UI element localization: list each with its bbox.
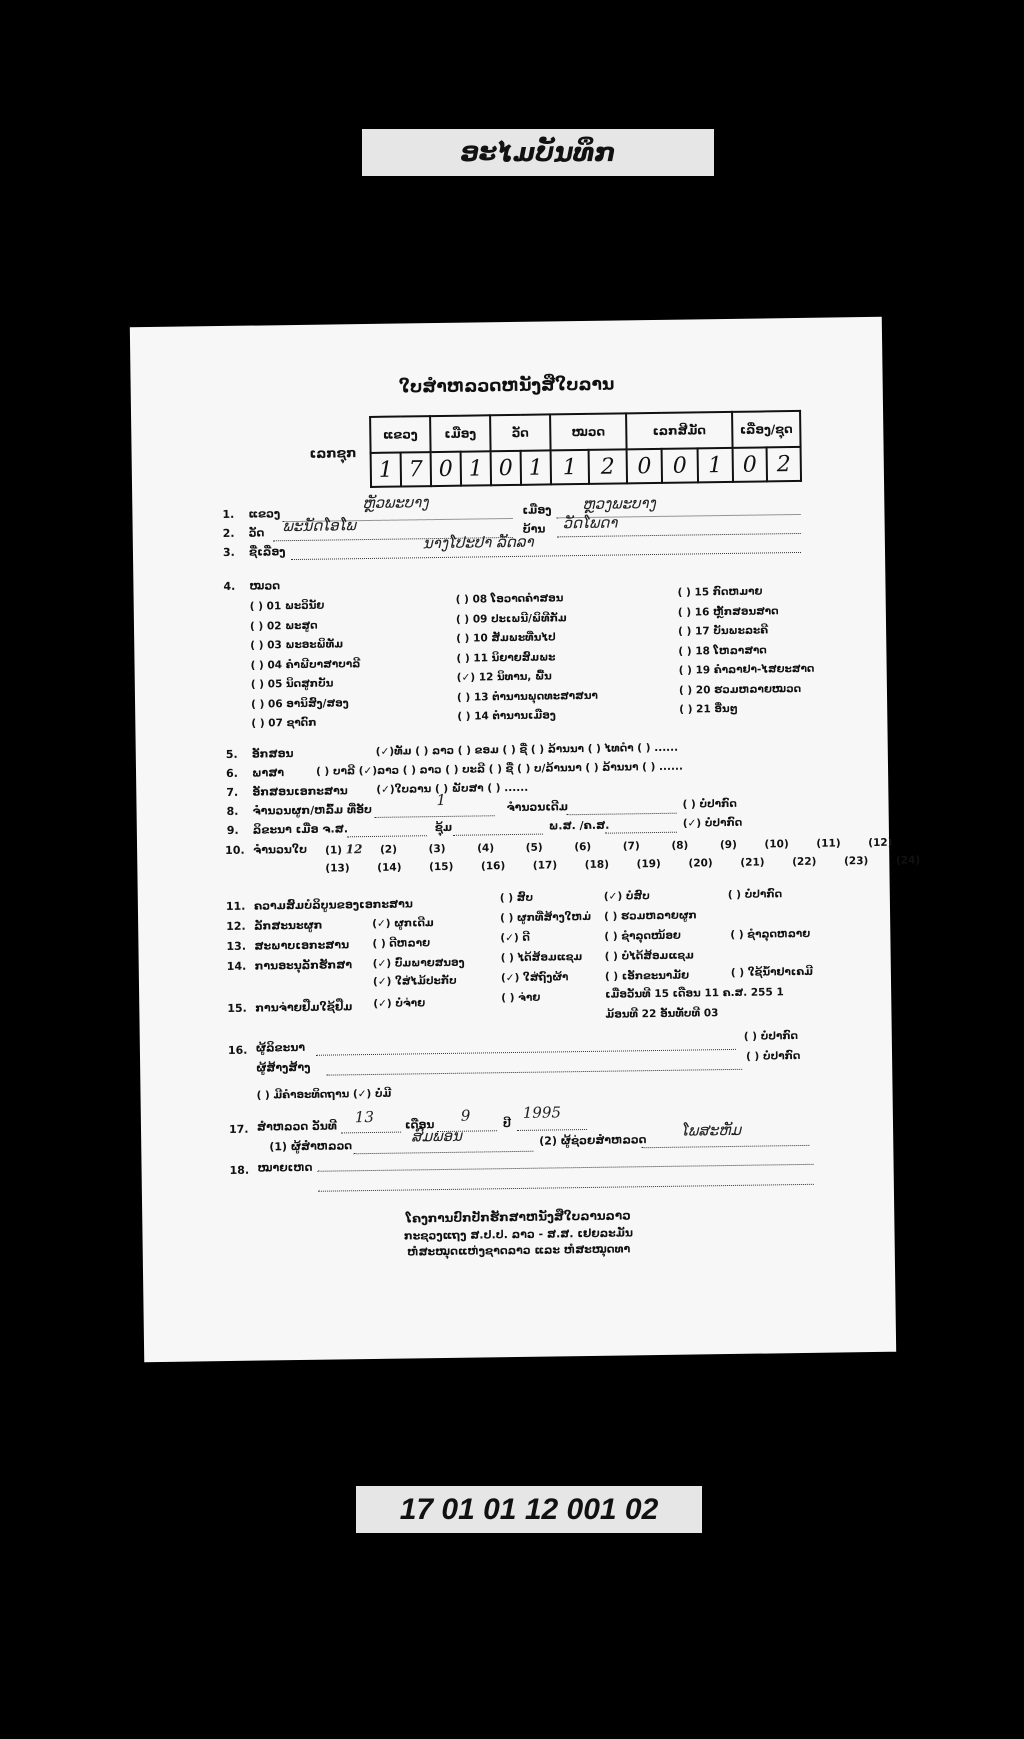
category-option[interactable]: ( ) 18 ໂຫລາສາດ xyxy=(678,643,767,658)
leaf-count: (16) xyxy=(480,860,506,873)
field-14-option[interactable]: (✓) ບົ່ມພາຍສນອງ xyxy=(372,956,465,970)
category-option[interactable]: ( ) 19 ຄຳລາຢາ-ໄສຍະສາດ xyxy=(678,662,815,677)
field-1-number: 1. xyxy=(222,507,235,522)
code-digit: 0 xyxy=(491,451,521,485)
field-9-tail[interactable]: (✓) ບໍ່ປາກົດ xyxy=(682,816,743,830)
field-16b-label: ຜູ້ສ້າງສ້າງ xyxy=(256,1060,311,1075)
field-18-number: 18. xyxy=(229,1163,250,1177)
code-digit: 1 xyxy=(461,451,491,485)
category-option[interactable]: ( ) 16 ຫຼັກສອນສາດ xyxy=(677,604,779,619)
field-5-number: 5. xyxy=(225,747,238,762)
field-14-option[interactable]: ( ) ບໍ່ໄດ້ສ້ອມແຊມ xyxy=(604,949,695,963)
field-11-option[interactable]: ( ) ບໍ່ປາກົດ xyxy=(727,888,783,902)
field-8-tail[interactable]: ( ) ບໍ່ປາກົດ xyxy=(682,797,737,811)
field-16b-line xyxy=(326,1069,742,1076)
category-column-1 xyxy=(250,596,362,734)
field-9c-label: ພ.ສ. /ຄ.ສ. xyxy=(548,818,610,833)
field-12-option[interactable]: (✓) ຜູກເດີມ xyxy=(372,917,434,930)
field-11-number: 11. xyxy=(225,899,246,914)
field-18-line xyxy=(318,1164,814,1172)
category-column-2 xyxy=(456,589,599,727)
field-10-number: 10. xyxy=(225,843,245,858)
field-13-option[interactable]: (✓) ດີ xyxy=(500,931,530,945)
field-12-label: ລັກສະນະຜູກ xyxy=(254,918,323,933)
field-16c-options[interactable]: ( ) ມີຄຳອະທິດຖານ (✓) ບໍ່ມີ xyxy=(256,1087,392,1102)
leaf-count: (15) xyxy=(429,860,454,874)
field-3-number: 3. xyxy=(222,545,235,560)
code-digit: 7 xyxy=(401,452,431,486)
code-digit: 2 xyxy=(589,449,627,484)
field-15-number: 15. xyxy=(227,1001,247,1016)
field-13-option[interactable]: ( ) ດີຫລາຍ xyxy=(372,937,431,950)
code-label: ເລກຊຸກ xyxy=(309,446,357,462)
field-14-option[interactable]: ( ) ເອັກຂະນາມັຍ xyxy=(604,969,690,983)
leaf-count: (20) xyxy=(688,857,713,870)
field-17b-line xyxy=(641,1145,809,1148)
field-11-option[interactable]: ( ) ສົບ xyxy=(499,891,534,905)
field-15-option[interactable]: (✓) ບໍ່ຈ່າຍ xyxy=(373,997,426,1010)
field-6-options[interactable]: ( ) ບາລີ (✓)ລາວ ( ) ລາວ ( ) ບະລີ ( ) ຊື່ ( ) ບ/ລ້ານນາ ( ) ລ້ານນາ ( ) ...... xyxy=(315,760,684,778)
field-17b-label: (2) ຜູ້ຊ່ວຍສຳຫລວດ xyxy=(539,1133,647,1148)
leaf-count: (10) xyxy=(764,838,789,851)
field-17a-value: ສົມພອນ xyxy=(411,1126,463,1146)
category-option[interactable]: ( ) 17 ບັນພະລະຄີ xyxy=(678,624,769,638)
leaf-count-row-2 xyxy=(325,854,920,874)
leaf-count: (4) xyxy=(477,842,495,855)
code-table xyxy=(369,410,802,488)
field-2-label: ວັດ xyxy=(248,526,265,540)
footer-line-1: ໂຄງການປົກປັກຮັກສາຫນັງສືໃບລານລາວ xyxy=(405,1208,631,1226)
field-12-option[interactable]: ( ) ຮວມຫລາຍຜູກ xyxy=(604,909,697,923)
field-4-label: ໝວດ xyxy=(249,579,281,593)
footer-line-2: ກະຊວງແຖງ ສ.ປ.ປ. ລາວ - ສ.ສ. ເຢຍລະມັນ xyxy=(403,1226,634,1243)
category-option[interactable]: ( ) 08 ໂອວາດຄຳສອນ xyxy=(455,592,564,606)
field-16-line xyxy=(316,1049,736,1056)
field-2-number: 2. xyxy=(222,526,235,541)
field-16-label: ຜູ້ລິຂະນາ xyxy=(255,1040,306,1055)
category-option[interactable]: ( ) 10 ສັມພະທີ່ນໄປ xyxy=(456,631,556,645)
field-12-number: 12. xyxy=(226,919,246,934)
field-11-label: ຄວາມສົມບໍລິບູນຂອງເອກະສານ xyxy=(253,897,413,913)
field-17-label: ສຳຫລວດ ວັນທີ xyxy=(256,1119,337,1134)
code-digit: 0 xyxy=(431,452,461,486)
field-11-option[interactable]: (✓) ບໍ່ສົບ xyxy=(603,890,650,903)
field-7-options[interactable]: (✓)ໃບລານ ( ) ພັບສາ ( ) ...... xyxy=(376,781,529,796)
field-8-number: 8. xyxy=(226,804,239,818)
field-17-day-line xyxy=(341,1132,401,1134)
code-header-category: ໝວດ xyxy=(550,413,626,450)
field-1-value: ຫຼັວພະບາງ xyxy=(362,493,429,513)
field-14-option[interactable]: ( ) ໃຊ້ນ້ຳຢາເຄມີ xyxy=(730,965,814,979)
field-2-value: ພະນັດໂອໂພ xyxy=(282,516,357,536)
field-9-line xyxy=(347,835,427,837)
field-15-label: ການຈ່າຍຢືມໃຊ້ຢືມ xyxy=(255,1000,353,1015)
field-9-number: 9. xyxy=(226,823,239,837)
leaf-count: (21) xyxy=(740,856,765,869)
field-3-label: ຊື່ເລື່ອງ xyxy=(248,545,286,559)
field-15-option[interactable]: ( ) ຈ່າຍ xyxy=(501,991,541,1005)
field-4-number: 4. xyxy=(223,579,236,594)
field-17-year: 1995 xyxy=(522,1103,562,1122)
category-option[interactable]: ( ) 13 ຕຳນານພຸດທະສາສນາ xyxy=(456,689,598,704)
field-18-label: ໝາຍເຫດ xyxy=(257,1160,313,1175)
field-13-label: ສະພາບເອກະສານ xyxy=(254,938,350,953)
form-title: ໃບສຳຫລວດຫນັງສືໃບລານ xyxy=(398,374,615,398)
field-17-year-label: ປີ xyxy=(502,1117,512,1131)
footer-line-3: ຫໍສະໝຸດແຫ່ງຊາດລາວ ແລະ ຫໍສະໝຸດທາ xyxy=(407,1242,631,1259)
field-1-label: ແຂວງ xyxy=(248,507,281,521)
leaf-count: (12) xyxy=(868,836,893,850)
category-option[interactable]: ( ) 02 ພະສູດ xyxy=(249,619,318,633)
field-2b-value: ວັດໂພດາ xyxy=(562,513,618,533)
code-header-temple: ວັດ xyxy=(490,414,550,451)
leaf-count: (18) xyxy=(584,858,610,872)
category-option[interactable]: ( ) 15 ກົດຫມາຍ xyxy=(677,585,763,599)
code-header-province: ແຂວງ xyxy=(370,416,430,453)
leaf-count: (22) xyxy=(792,855,817,869)
field-17-number: 17. xyxy=(228,1122,249,1136)
code-digit: 1 xyxy=(697,448,733,482)
leaf-count: (23) xyxy=(844,855,869,868)
category-option[interactable]: ( ) 04 ຄຳພີບາສາບາລີ xyxy=(250,657,361,672)
field-13-number: 13. xyxy=(226,939,247,954)
category-column-3 xyxy=(677,582,815,720)
field-14-option[interactable]: (✓) ໃສ່ໄມ້ປະກັບ xyxy=(372,974,457,988)
field-6-label: ພາສາ xyxy=(251,766,285,780)
leaf-count-row-1 xyxy=(325,835,893,857)
category-option[interactable]: ( ) 20 ຮວມຫລາຍໝວດ xyxy=(678,682,802,697)
code-digit: 1 xyxy=(551,450,589,485)
field-2b-label: ບ້ານ xyxy=(522,522,546,536)
leaf-count: (5) xyxy=(525,841,543,854)
field-1b-value: ຫຼວງພະບາງ xyxy=(582,493,656,513)
leaf-count: (8) xyxy=(671,839,689,852)
leaf-count: (2) xyxy=(379,843,398,856)
field-1b-label: ເມືອງ xyxy=(522,503,552,517)
field-15-date-2: ມ້ອນທີ 22 ອັນທັບທີ 03 xyxy=(605,1007,719,1021)
field-8-label: ຈຳນວນຜູກ/ຫລົ້ມ ທີ່ອັບ xyxy=(252,802,373,818)
field-6-number: 6. xyxy=(225,766,238,780)
field-14-number: 14. xyxy=(226,959,247,974)
field-18-line-2 xyxy=(318,1184,814,1192)
survey-form-sheet xyxy=(130,317,921,1362)
category-option[interactable]: ( ) 14 ຕຳນານເມືອງ xyxy=(457,709,556,723)
field-5-options[interactable]: (✓)ທັມ ( ) ລາວ ( ) ຂອມ ( ) ຊື່ ( ) ລ້ານນາ ( ) ໄທດໍາ ( ) ...... xyxy=(375,741,679,758)
field-10-label: ຈຳນວນໃບ xyxy=(253,842,308,857)
field-8b-label: ຈຳນວນເດີມ xyxy=(506,800,569,815)
field-17a-label: (1) ຜູ້ສຳຫລວດ xyxy=(269,1139,353,1154)
field-14-label: ການອະນຸລັກຮັກສາ xyxy=(254,958,353,973)
leaf-count: (11) xyxy=(816,837,841,850)
field-7-number: 7. xyxy=(226,785,239,799)
category-option[interactable]: ( ) 11 ນິຍາຍສົມພະ xyxy=(456,650,556,665)
category-option[interactable]: ( ) 01 ພະວິນັຍ xyxy=(249,599,325,613)
field-13-option[interactable]: ( ) ຊຳລຸດໜ້ອຍ xyxy=(604,929,681,943)
code-digit: 0 xyxy=(627,449,663,483)
category-option[interactable]: ( ) 09 ປະເພນີ/ພິທີກັມ xyxy=(455,611,567,626)
leaf-count: (14) xyxy=(377,861,402,874)
field-14-option[interactable]: (✓) ໃສ່ຖົງຜ້າ xyxy=(500,971,569,985)
leaf-count: (6) xyxy=(574,840,592,854)
code-digit: 2 xyxy=(767,447,801,481)
leaf-count: (3) xyxy=(428,842,446,856)
category-option[interactable]: ( ) 06 ອານິສົງ/ສອງ xyxy=(251,696,349,711)
leaf-count: (1) xyxy=(325,844,343,857)
field-3-line xyxy=(291,552,801,560)
category-option[interactable]: (✓) 12 ນິທານ, ພື້ນ xyxy=(456,670,552,684)
code-header-story: ເລື່ອງ/ຊຸດ xyxy=(732,411,800,448)
field-2b-line xyxy=(557,533,801,537)
field-8-line xyxy=(375,815,495,818)
category-option[interactable]: ( ) 03 ພະອະພິທັມ xyxy=(250,638,344,652)
field-9-label: ລິຂະນາ ເມື່ອ ຈ.ສ. xyxy=(252,822,349,837)
code-digit: 0 xyxy=(662,448,698,482)
field-17-month-label: ເດືອນ xyxy=(404,1118,435,1132)
field-17-day: 13 xyxy=(354,1107,375,1127)
field-17-year-line xyxy=(517,1129,587,1131)
field-14-option[interactable]: ( ) ໄດ້ສ້ອມແຊມ xyxy=(500,951,583,965)
microfilm-code-label: 17 01 01 12 001 02 xyxy=(356,1486,702,1533)
field-17-month: 9 xyxy=(460,1106,471,1125)
leaf-count: (7) xyxy=(622,840,640,853)
leaf-count: (17) xyxy=(532,859,558,872)
field-9b-line xyxy=(453,834,543,836)
category-option[interactable]: ( ) 05 ນິດສູກບັນ xyxy=(250,677,334,691)
code-header-number: ເລກສີມັດ xyxy=(626,412,732,449)
field-15-date: ເມື່ອວັນທີ 15 ເດືອນ 11 ຄ.ສ. 255 1 xyxy=(605,986,784,1001)
microfilm-header-label: ອະໄມບັນທຶກ xyxy=(362,129,714,176)
leaf-count: (13) xyxy=(325,862,350,875)
field-8-value: 1 xyxy=(436,790,447,810)
field-7-label: ອັກສອນເອກະສານ xyxy=(252,784,348,799)
field-16b-tail[interactable]: ( ) ບໍ່ປາກົດ xyxy=(745,1050,801,1063)
field-16-number: 16. xyxy=(227,1043,248,1058)
category-option[interactable]: ( ) 07 ຊາດົກ xyxy=(251,716,317,730)
leaf-count: (24) xyxy=(895,854,921,867)
field-12-option[interactable]: ( ) ຜູກທີ່ສ້າງໃຫມ່ xyxy=(500,910,592,925)
code-digit: 1 xyxy=(371,453,401,487)
leaf-count: (19) xyxy=(636,857,661,871)
leaf-count-value: 12 xyxy=(345,842,363,857)
field-13-option[interactable]: ( ) ຊຳລຸດຫລາຍ xyxy=(730,927,811,941)
code-digit: 0 xyxy=(733,447,767,481)
field-16-tail[interactable]: ( ) ບໍ່ປາກົດ xyxy=(743,1030,799,1043)
field-9c-line xyxy=(605,832,677,834)
field-9b-label: ຊຸ້ມ xyxy=(434,820,453,835)
code-digit: 1 xyxy=(521,450,551,484)
field-17a-line xyxy=(353,1151,533,1155)
field-17b-value: ໂພສະຫັມ xyxy=(680,1120,742,1140)
field-5-label: ອັກສອນ xyxy=(251,747,294,761)
field-3-value: ນາງໂປະປາ ລັດລາ xyxy=(422,532,534,553)
field-8b-line xyxy=(567,813,677,816)
category-option[interactable]: ( ) 21 ອື່ນໆ xyxy=(679,702,738,716)
code-header-district: ເມືອງ xyxy=(430,415,490,452)
leaf-count: (9) xyxy=(719,838,737,852)
